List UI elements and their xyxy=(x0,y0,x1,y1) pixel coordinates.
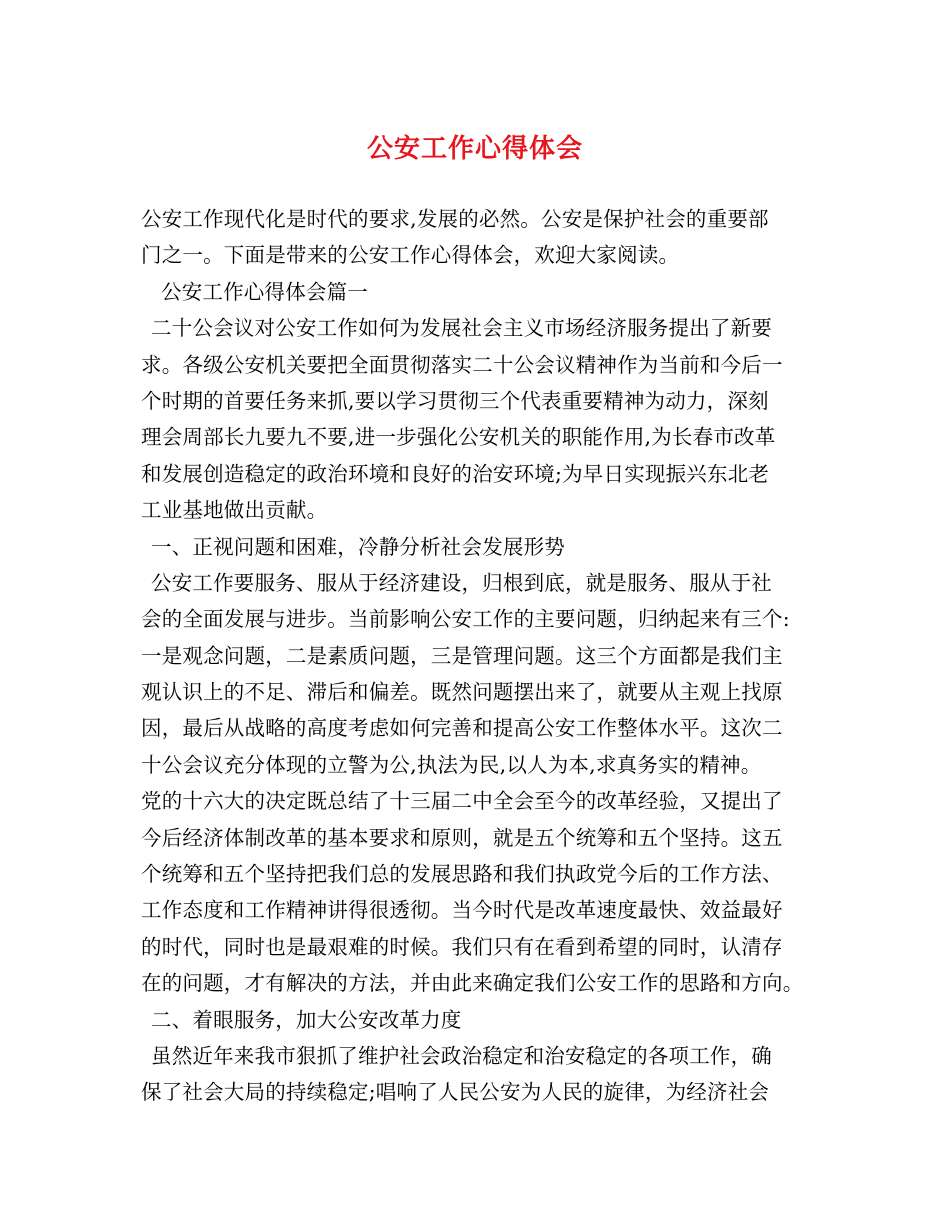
document-title: 公安工作心得体会 xyxy=(366,134,583,164)
text-line: 门之一。下面是带来的公安工作心得体会，欢迎大家阅读。 xyxy=(141,243,680,268)
text-line: 保了社会大局的持续稳定;唱响了人民公安为人民的旋律，为经济社会 xyxy=(141,1080,770,1105)
text-line: 和发展创造稳定的政治环境和良好的治安环境;为早日实现振兴东北老 xyxy=(141,461,770,486)
text-line: 一是观念问题，二是素质问题，三是管理问题。这三个方面都是我们主 xyxy=(141,643,783,668)
text-line: 工作态度和工作精神讲得很透彻。当今时代是改革速度最快、效益最好 xyxy=(141,898,783,923)
section-heading: 一、正视问题和困难，冷静分析社会发展形势 xyxy=(151,534,565,559)
text-line: 的时代，同时也是最艰难的时候。我们只有在看到希望的同时，认清存 xyxy=(141,934,783,959)
text-line: 在的问题，才有解决的方法，并由此来确定我们公安工作的思路和方向。 xyxy=(141,971,804,996)
text-line: 虽然近年来我市狠抓了维护社会政治稳定和治安稳定的各项工作，确 xyxy=(151,1043,772,1068)
text-line: 今后经济体制改革的基本要求和原则，就是五个统筹和五个坚持。这五 xyxy=(141,825,783,850)
text-line: 会的全面发展与进步。当前影响公安工作的主要问题，归纳起来有三个: xyxy=(141,607,790,632)
section-heading: 二、着眼服务，加大公安改革力度 xyxy=(151,1007,462,1032)
text-line: 个时期的首要任务来抓,要以学习贯彻三个代表重要精神为动力，深刻 xyxy=(141,388,769,413)
text-line: 因，最后从战略的高度考虑如何完善和提高公安工作整体水平。这次二 xyxy=(141,716,783,741)
document-body xyxy=(141,201,841,1111)
text-line: 二十公会议对公安工作如何为发展社会主义市场经济服务提出了新要 xyxy=(151,316,772,341)
section-heading: 公安工作心得体会篇一 xyxy=(161,279,368,304)
text-line: 十公会议充分体现的立警为公,执法为民,以人为本,求真务实的精神。 xyxy=(141,752,762,777)
text-line: 公安工作现代化是时代的要求,发展的必然。公安是保护社会的重要部 xyxy=(141,207,769,231)
text-line: 观认识上的不足、滞后和偏差。既然问题摆出来了，就要从主观上找原 xyxy=(141,680,783,705)
text-line: 公安工作要服务、服从于经济建设，归根到底，就是服务、服从于社 xyxy=(151,570,772,595)
text-line: 理会周部长九要九不要,进一步强化公安机关的职能作用,为长春市改革 xyxy=(141,425,776,450)
text-line: 党的十六大的决定既总结了十三届二中全会至今的改革经验，又提出了 xyxy=(141,789,783,814)
text-line: 求。各级公安机关要把全面贯彻落实二十公会议精神作为当前和今后一 xyxy=(141,352,783,377)
text-line: 个统筹和五个坚持把我们总的发展思路和我们执政党今后的工作方法、 xyxy=(141,862,783,887)
text-line: 工业基地做出贡献。 xyxy=(141,498,328,523)
